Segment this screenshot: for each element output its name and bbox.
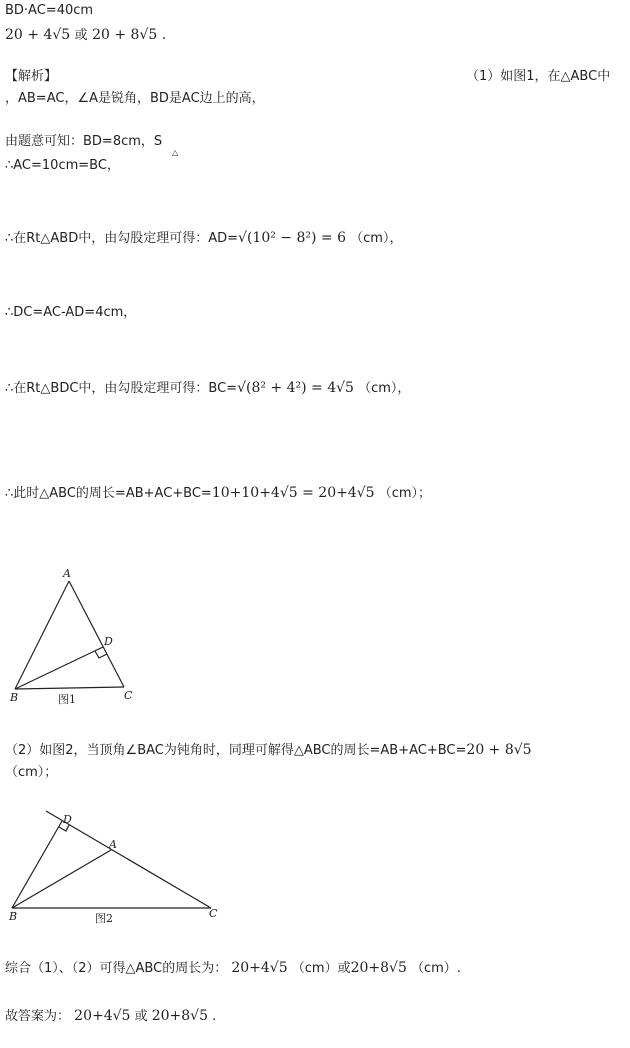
given-text: ，AB=AC，∠A是锐角，BD是AC边上的高， — [5, 91, 265, 106]
ad-formula: √(10² − 8²) = 6 — [238, 230, 346, 246]
answer-or: 或 — [134, 1009, 148, 1024]
bd-ac-text: BD·AC=40cm — [5, 3, 94, 18]
perim1-prefix: ∴此时△ABC的周长=AB+AC+BC= — [5, 486, 212, 501]
answer-period: . — [212, 1009, 217, 1024]
summary-unit1: （cm）或 — [291, 961, 351, 976]
known-sub-text: △ — [172, 148, 179, 157]
summary-b: 20+8√5 — [350, 960, 407, 976]
analysis-intro-text: （1）如图1，在△ABC中 — [466, 69, 611, 84]
top-answer-a: 20 + 4√5 — [5, 27, 71, 43]
summary-unit2: （cm）. — [411, 961, 461, 976]
fig1-label-a: A — [63, 567, 71, 580]
fig2-label-a: A — [109, 838, 117, 851]
part2-unit-line — [5, 764, 57, 782]
summary-line — [5, 959, 461, 978]
fig2-label-c: C — [209, 907, 218, 920]
figure-2 — [6, 808, 228, 928]
bc-formula: √(8² + 4²) = 4√5 — [237, 380, 354, 396]
top-answer-line — [5, 26, 166, 45]
figure-1 — [8, 564, 138, 706]
answer-a: 20+4√5 — [74, 1008, 131, 1024]
fig2-altitude-bd — [12, 821, 62, 908]
known-text: 由题意可知：BD=8cm，S — [5, 134, 163, 149]
fig2-side-ba — [12, 850, 111, 908]
fig1-label-b: B — [10, 691, 19, 704]
fig1-side-bc — [15, 687, 124, 689]
fig2-label-d: D — [63, 813, 72, 826]
top-period: . — [161, 27, 167, 43]
part2-text: （2）如图2，当顶角∠BAC为钝角时，同理可解得△ABC的周长=AB+AC+BC= — [5, 743, 467, 758]
analysis-label-text: 【解析】 — [5, 69, 58, 84]
given-line — [5, 90, 265, 108]
ac-line — [5, 157, 120, 175]
ad-suffix: （cm）， — [350, 231, 403, 246]
summary-prefix: 综合（1）、（2）可得△ABC的周长为： — [5, 961, 228, 976]
summary-a: 20+4√5 — [231, 960, 288, 976]
answer-line — [5, 1007, 216, 1026]
perim1-formula: 10+10+4√5 = 20+4√5 — [211, 485, 375, 501]
fig1-label-d: D — [104, 635, 113, 648]
perimeter1-line — [5, 484, 431, 503]
answer-prefix: 故答案为： — [5, 1009, 71, 1024]
known-subscript — [172, 148, 178, 158]
top-or: 或 — [74, 28, 88, 43]
part2-line — [5, 741, 532, 760]
ac-text: ∴AC=10cm=BC， — [5, 158, 120, 173]
fig1-altitude-bd — [15, 647, 103, 689]
fig1-caption: 图1 — [58, 693, 76, 706]
top-line-bd-ac — [5, 2, 93, 20]
fig2-label-b: B — [9, 910, 18, 923]
dc-text: ∴DC=AC-AD=4cm， — [5, 305, 137, 320]
bc-prefix: ∴在Rt△BDC中，由勾股定理可得：BC= — [5, 381, 238, 396]
dc-line — [5, 304, 136, 322]
bc-suffix: （cm）， — [358, 381, 411, 396]
part2-unit: （cm）； — [5, 765, 58, 780]
fig1-side-ac — [69, 581, 124, 687]
fig1-side-ab — [15, 581, 69, 689]
ad-prefix: ∴在Rt△ABD中，由勾股定理可得：AD= — [5, 231, 239, 246]
part2-formula: 20 + 8√5 — [466, 742, 532, 758]
fig2-caption: 图2 — [95, 912, 113, 925]
bc-line — [5, 379, 410, 398]
top-answer-b: 20 + 8√5 — [92, 27, 158, 43]
answer-b: 20+8√5 — [151, 1008, 209, 1024]
fig1-label-c: C — [124, 689, 133, 702]
ad-line — [5, 229, 402, 248]
analysis-intro — [466, 68, 610, 86]
known-line — [5, 133, 162, 151]
analysis-label — [5, 68, 57, 86]
perim1-suffix: （cm）； — [378, 486, 432, 501]
